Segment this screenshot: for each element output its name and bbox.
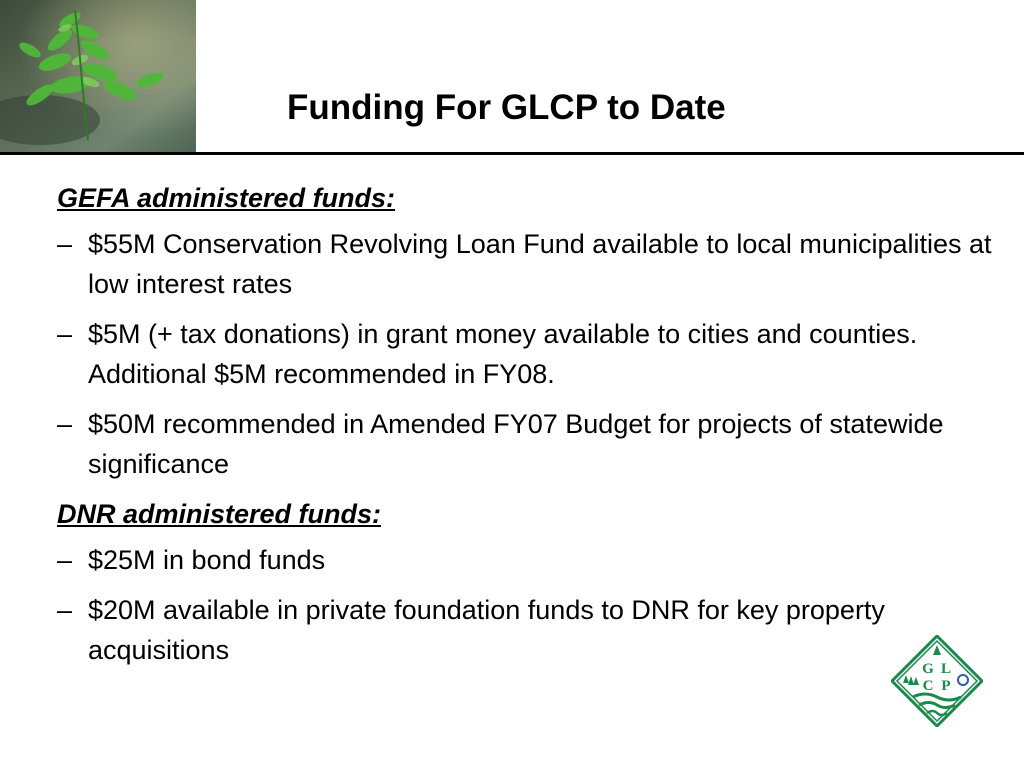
logo-letter-c: C [922, 678, 934, 694]
dash-marker: – [57, 409, 73, 439]
section-heading-dnr: DNR administered funds: [57, 499, 382, 529]
dash-marker: – [57, 319, 73, 349]
item-text: $25M in bond funds [88, 545, 326, 575]
logo-letter-l: L [940, 661, 952, 677]
list-item [57, 314, 997, 394]
list-item [57, 224, 997, 304]
dash-marker: – [57, 229, 73, 259]
list-item [57, 540, 997, 580]
dash-marker: – [57, 545, 73, 575]
slide-title: Funding For GLCP to Date [287, 88, 726, 127]
glcp-diamond-logo [891, 635, 983, 727]
item-text: $55M Conservation Revolving Loan Fund available to local municipalities at low interest rates [88, 229, 992, 299]
list-item [57, 404, 997, 484]
item-text: $50M recommended in Amended FY07 Budget for projects of statewide significance [88, 409, 944, 479]
slide-content [57, 178, 997, 670]
item-text: $5M (+ tax donations) in grant money available to cities and counties. Additional $5M recommended in FY08. [88, 319, 918, 389]
logo-letter-g: G [922, 661, 934, 677]
section-heading-gefa: GEFA administered funds: [57, 183, 396, 213]
fern-photo [0, 0, 196, 153]
item-text: $20M available in private foundation funds to DNR for key property acquisitions [88, 595, 885, 665]
dash-marker: – [57, 595, 73, 625]
logo-letter-p: P [941, 678, 951, 694]
title-divider [0, 152, 1024, 155]
list-item [57, 590, 997, 670]
